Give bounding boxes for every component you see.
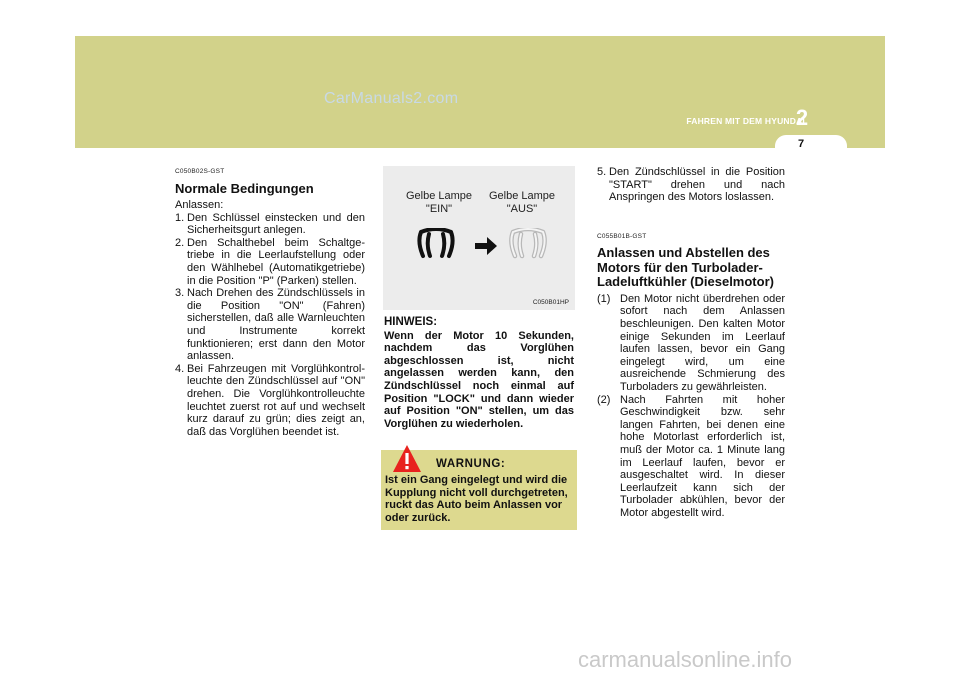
intro-text: Anlassen: [175, 199, 224, 212]
watermark-link[interactable]: CarManuals2.com [324, 90, 459, 107]
glow-plug-off-icon [509, 228, 547, 262]
section-title: Normale Bedingungen [175, 180, 314, 196]
list-item [175, 237, 365, 287]
chapter-number: 2 [795, 105, 809, 130]
item-number: 1. [175, 211, 185, 224]
warning-text: Ist ein Gang eingelegt und wird die Kupplung nicht voll durchgetreten, ruckt das Auto beim Anlassen vor oder zurück. [385, 474, 568, 524]
section-code: C055B01B-GST [597, 232, 647, 240]
footer-watermark[interactable]: carmanualsonline.info [578, 647, 793, 672]
lamp-on-label: Gelbe Lampe "EIN" [405, 190, 473, 215]
list-item [597, 166, 785, 204]
item-text: Den Schlüssel einstecken und den Sicherheitsgurt anlegen. [187, 211, 365, 237]
glow-plug-on-icon [417, 228, 455, 262]
left-column [175, 166, 365, 438]
item-text: Nach Drehen des Zündschlüssels in die Position "ON" (Fahren) sicherstellen, daß alle Warnleuchten und Instrumente korrekt funktionieren; erst dann den Motor anlassen. [187, 287, 365, 363]
item-number: 2. [175, 236, 185, 249]
list-item [175, 212, 365, 237]
section-title: Anlassen und Abstellen des Motors für den Turbolader-Ladeluftkühler (Dieselmotor) [597, 245, 774, 290]
warning-title: WARNUNG: [436, 458, 506, 470]
item-text: Nach Fahrten mit hoher Geschwindigkeit bzw. sehr langen Fahrten, bei denen eine hohe Motorlast erforderlich ist, muß der Motor ca. 1 Minute lang im Leerlauf laufen, bevor er ausgeschaltet wird. In dieser Leerlaufzeit kann sich der Turbolader abkühlen, bevor der Motor abgestellt wird. [620, 393, 785, 519]
item-text: Den Zündschlüssel in die Position "START" drehen und nach Anspringen des Motors loslassen. [609, 166, 785, 204]
note-block [384, 316, 574, 430]
chapter-title: FAHREN MIT DEM HYUNDAI [686, 116, 805, 126]
header-band [75, 36, 885, 148]
item-number: (1) [597, 292, 611, 305]
list-item [597, 394, 785, 520]
arrow-right-icon [475, 236, 497, 256]
list-item [175, 363, 365, 439]
lamp-off-label: Gelbe Lampe "AUS" [488, 190, 556, 215]
item-text: Den Motor nicht überdrehen oder sofort nach dem Anlassen beschleunigen. Den kalten Motor einige Sekunden im Leerlauf laufen lassen, bevor ein Gang eingelegt wird, um eine ausreichende Schmierung des Turboladers zu gewährleisten. [620, 292, 785, 394]
glow-lamp-figure [383, 166, 575, 310]
item-number: 3. [175, 287, 185, 300]
note-title: HINWEIS: [384, 316, 438, 328]
list-item [175, 287, 365, 363]
warning-triangle-icon [392, 444, 422, 474]
item-number: 4. [175, 362, 185, 375]
note-text: Wenn der Motor 10 Sekunden, nachdem das Vorglühen abgeschlossen ist, nicht angelassen werden kann, den Zündschlüssel noch einmal auf Position "LOCK" und dann wieder auf Position "ON" stellen, um das Vorglühen zu wiederholen. [384, 329, 574, 430]
item-text: Bei Fahrzeugen mit Vorglühkontrol-leuchte den Zündschlüssel auf "ON" drehen. Die Vorglühkontrolleuchte leuchtet zuerst rot auf und wechselt kurz darauf zu grün; dies zeigt an, daß das Vorglühen beendet ist. [187, 362, 365, 438]
list-item [597, 293, 785, 394]
item-number: (2) [597, 393, 611, 406]
item-text: Den Schalthebel beim Schaltge-triebe in die Leerlaufstellung oder den Wählhebel (Automatikgetriebe) in die Position "P" (Parken) stellen. [187, 236, 365, 287]
figure-code: C050B01HP [532, 299, 569, 306]
page-number: 7 [797, 138, 805, 150]
item-number: 5. [597, 166, 607, 178]
section-code: C050B02S-GST [175, 168, 225, 175]
right-column [597, 166, 785, 520]
